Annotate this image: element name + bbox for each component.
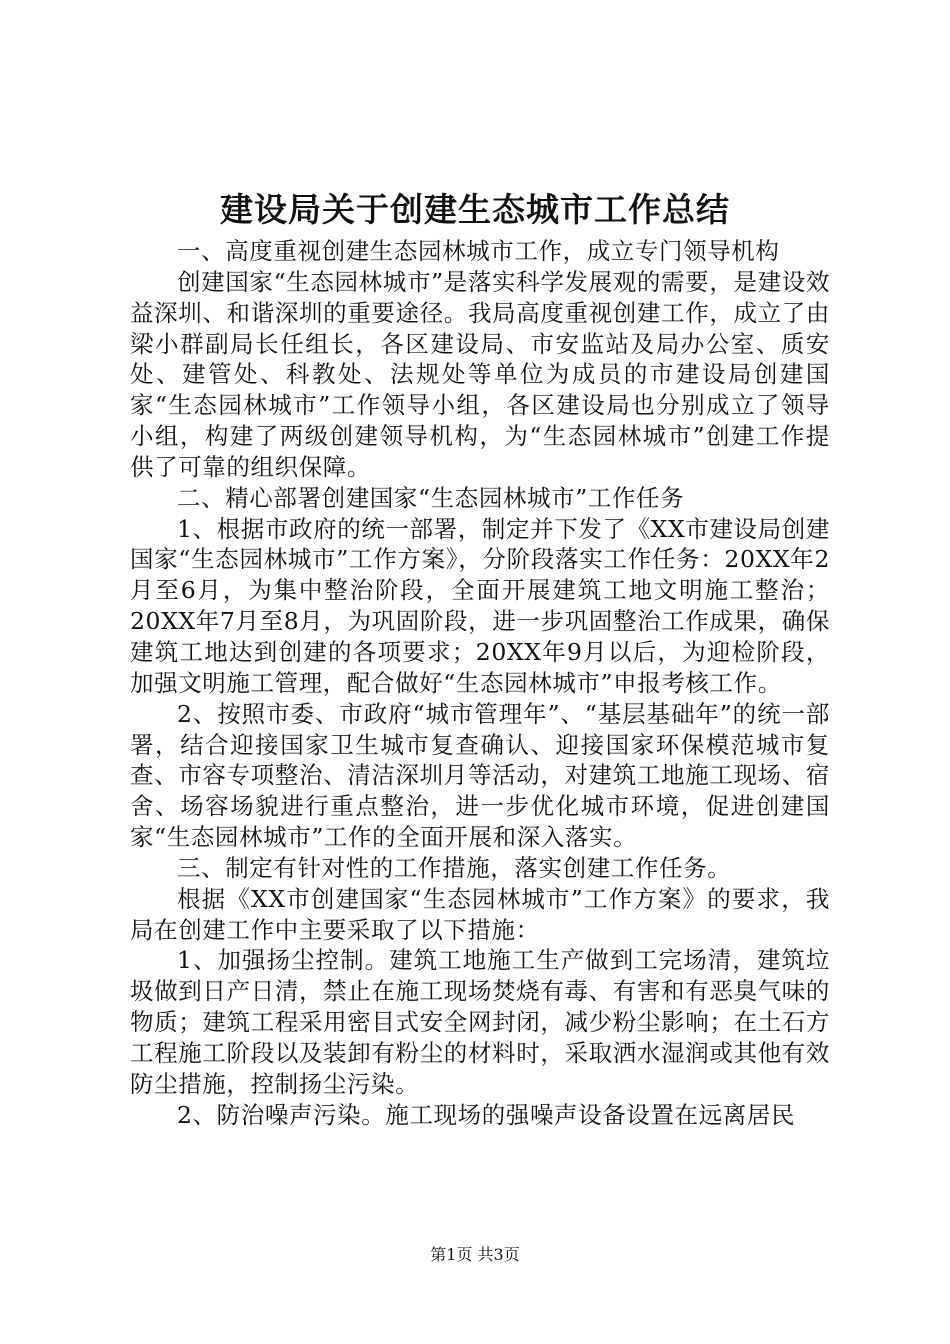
section-heading-1: 一、高度重视创建生态园林城市工作，成立专门领导机构 — [177, 237, 780, 265]
section-heading-3: 三、制定有针对性的工作措施，落实创建工作任务。 — [177, 853, 732, 882]
paragraph-5: 1、加强扬尘控制。建筑工地施工生产做到工完场清，建筑垃圾做到日产日清，禁止在施工现场焚烧有毒、有害和有恶臭气味的物质；建筑工程采用密目式安全网封闭，减少粉尘影响；在土石方工程施工阶段以及装卸有粉尘的材料时，采取洒水湿润或其他有效防尘措施，控制扬尘污染。 — [130, 946, 830, 1098]
paragraph-4: 根据《XX市创建国家“生态园林城市”工作方案》的要求，我局在创建工作中主要采取了以下措施： — [130, 884, 830, 944]
paragraph-6: 2、防治噪声污染。施工现场的强噪声设备设置在远离居民 — [177, 1100, 796, 1129]
page-footer: 第1页 共3页 — [430, 1245, 520, 1264]
section-heading-2: 二、精心部署创建国家“生态园林城市”工作任务 — [177, 483, 685, 512]
document-title: 建设局关于创建生态城市工作总结 — [220, 190, 730, 229]
document-body — [130, 236, 830, 1130]
paragraph-2: 1、根据市政府的统一部署，制定并下发了《XX市建设局创建国家“生态园林城市”工作方案》，分阶段落实工作任务：20XX年2月至6月，为集中整治阶段，全面开展建筑工地文明施工整治；20XX年7月至8月，为巩固阶段，进一步巩固整治工作成果，确保建筑工地达到创建的各项要求；20XX年9月以后，为迎检阶段，加强文明施工管理，配合做好“生态园林城市”申报考核工作。 — [130, 514, 830, 697]
paragraph-1: 创建国家“生态园林城市”是落实科学发展观的需要，是建设效益深圳、和谐深圳的重要途径。我局高度重视创建工作，成立了由梁小群副局长任组长，各区建设局、市安监站及局办公室、质安处、建管处、科教处、法规处等单位为成员的市建设局创建国家“生态园林城市”工作领导小组，各区建设局也分别成立了领导小组，构建了两级创建领导机构，为“生态园林城市”创建工作提供了可靠的组织保障。 — [130, 267, 830, 481]
paragraph-3: 2、按照市委、市政府“城市管理年”、“基层基础年”的统一部署，结合迎接国家卫生城市复查确认、迎接国家环保模范城市复查、市容专项整治、清洁深圳月等活动，对建筑工地施工现场、宿舍、场容场貌进行重点整治，进一步优化城市环境，促进创建国家“生态园林城市”工作的全面开展和深入落实。 — [130, 699, 830, 852]
